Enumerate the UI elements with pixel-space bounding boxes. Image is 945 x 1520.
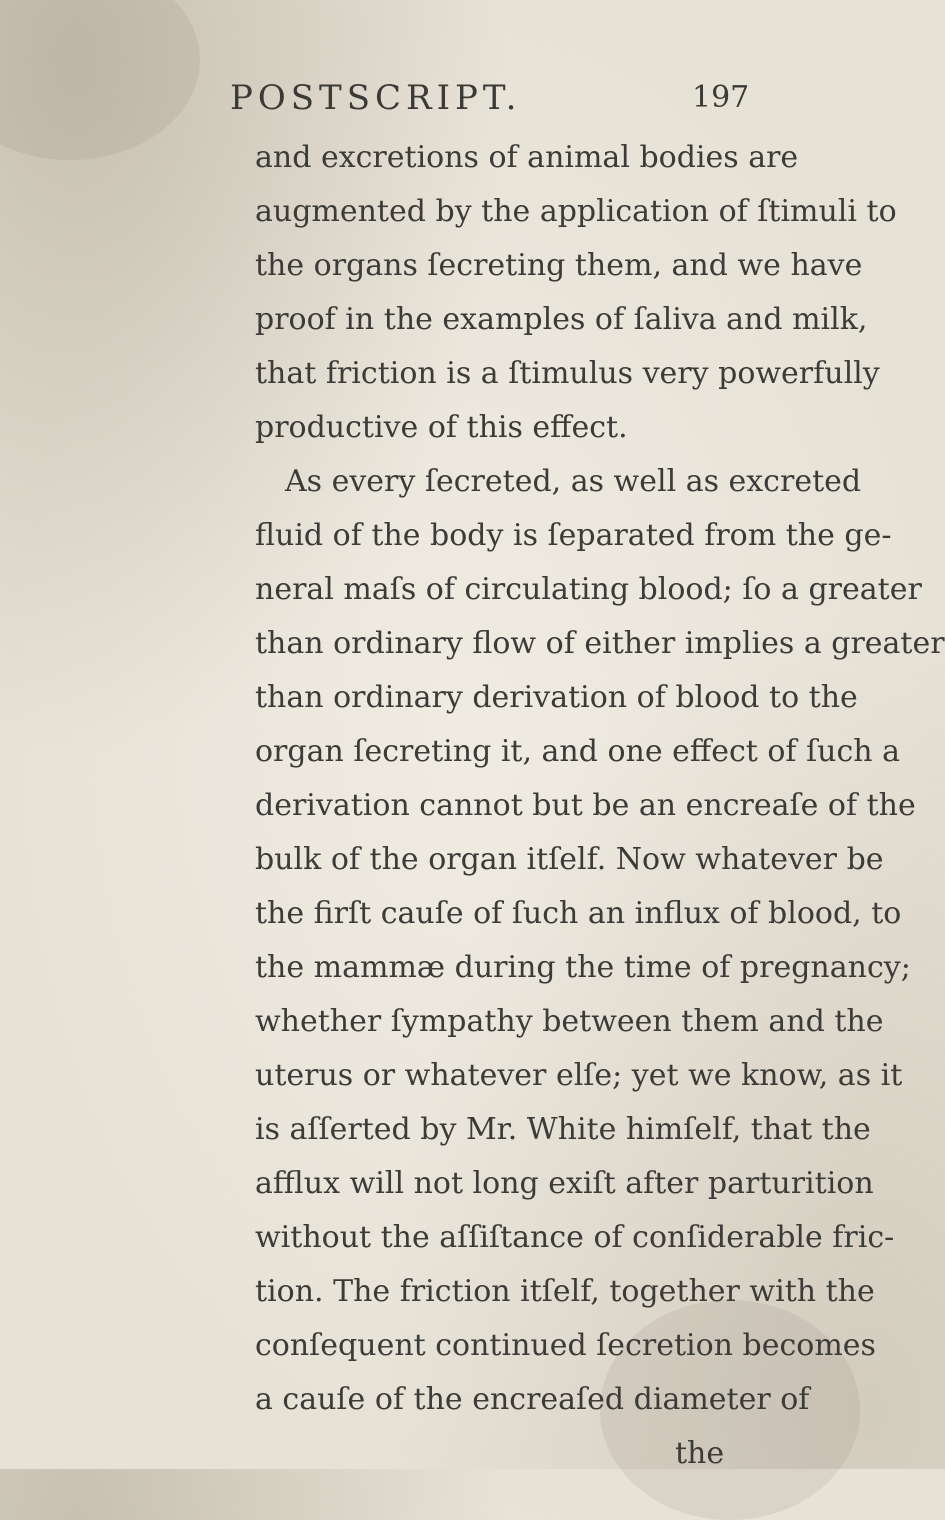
text-line: bulk of the organ itſelf. Now whatever be (255, 842, 884, 877)
text-line: neral maſs of circulating blood; ſo a greater (255, 572, 922, 607)
text-line: that friction is a ſtimulus very powerfully (255, 356, 880, 391)
text-line: the mammæ during the time of pregnancy; (255, 950, 911, 985)
text-line: a cauſe of the encreaſed diameter of (255, 1382, 810, 1417)
text-line: augmented by the application of ſtimuli to (255, 194, 897, 229)
text-line: productive of this effect. (255, 410, 628, 445)
text-line: than ordinary flow of either implies a greater (255, 626, 945, 661)
catchword: the (675, 1436, 725, 1471)
text-line: the organs ſecreting them, and we have (255, 248, 863, 283)
text-line: conſequent continued ſecretion becomes (255, 1328, 876, 1363)
text-line: afflux will not long exiſt after parturition (255, 1166, 874, 1201)
running-head: POSTSCRIPT. (230, 78, 522, 118)
text-line: derivation cannot but be an encreaſe of the (255, 788, 916, 823)
text-line: whether ſympathy between them and the (255, 1004, 884, 1039)
text-line: proof in the examples of ſaliva and milk, (255, 302, 868, 337)
text-line: fluid of the body is ſeparated from the ge- (255, 518, 892, 553)
text-line: tion. The friction itſelf, together with the (255, 1274, 875, 1309)
text-line: As every ſecreted, as well as excreted (285, 464, 862, 499)
text-line: without the aſſiſtance of conſiderable fric- (255, 1220, 895, 1255)
text-line: than ordinary derivation of blood to the (255, 680, 858, 715)
page-number: 197 (692, 80, 750, 115)
paper-stain (0, 0, 200, 160)
text-line: uterus or whatever elſe; yet we know, as it (255, 1058, 903, 1093)
text-line: and excretions of animal bodies are (255, 140, 799, 175)
text-line: organ ſecreting it, and one effect of ſuch a (255, 734, 901, 769)
text-line: the firſt cauſe of ſuch an influx of blood, to (255, 896, 902, 931)
text-line: is aſſerted by Mr. White himſelf, that the (255, 1112, 871, 1147)
